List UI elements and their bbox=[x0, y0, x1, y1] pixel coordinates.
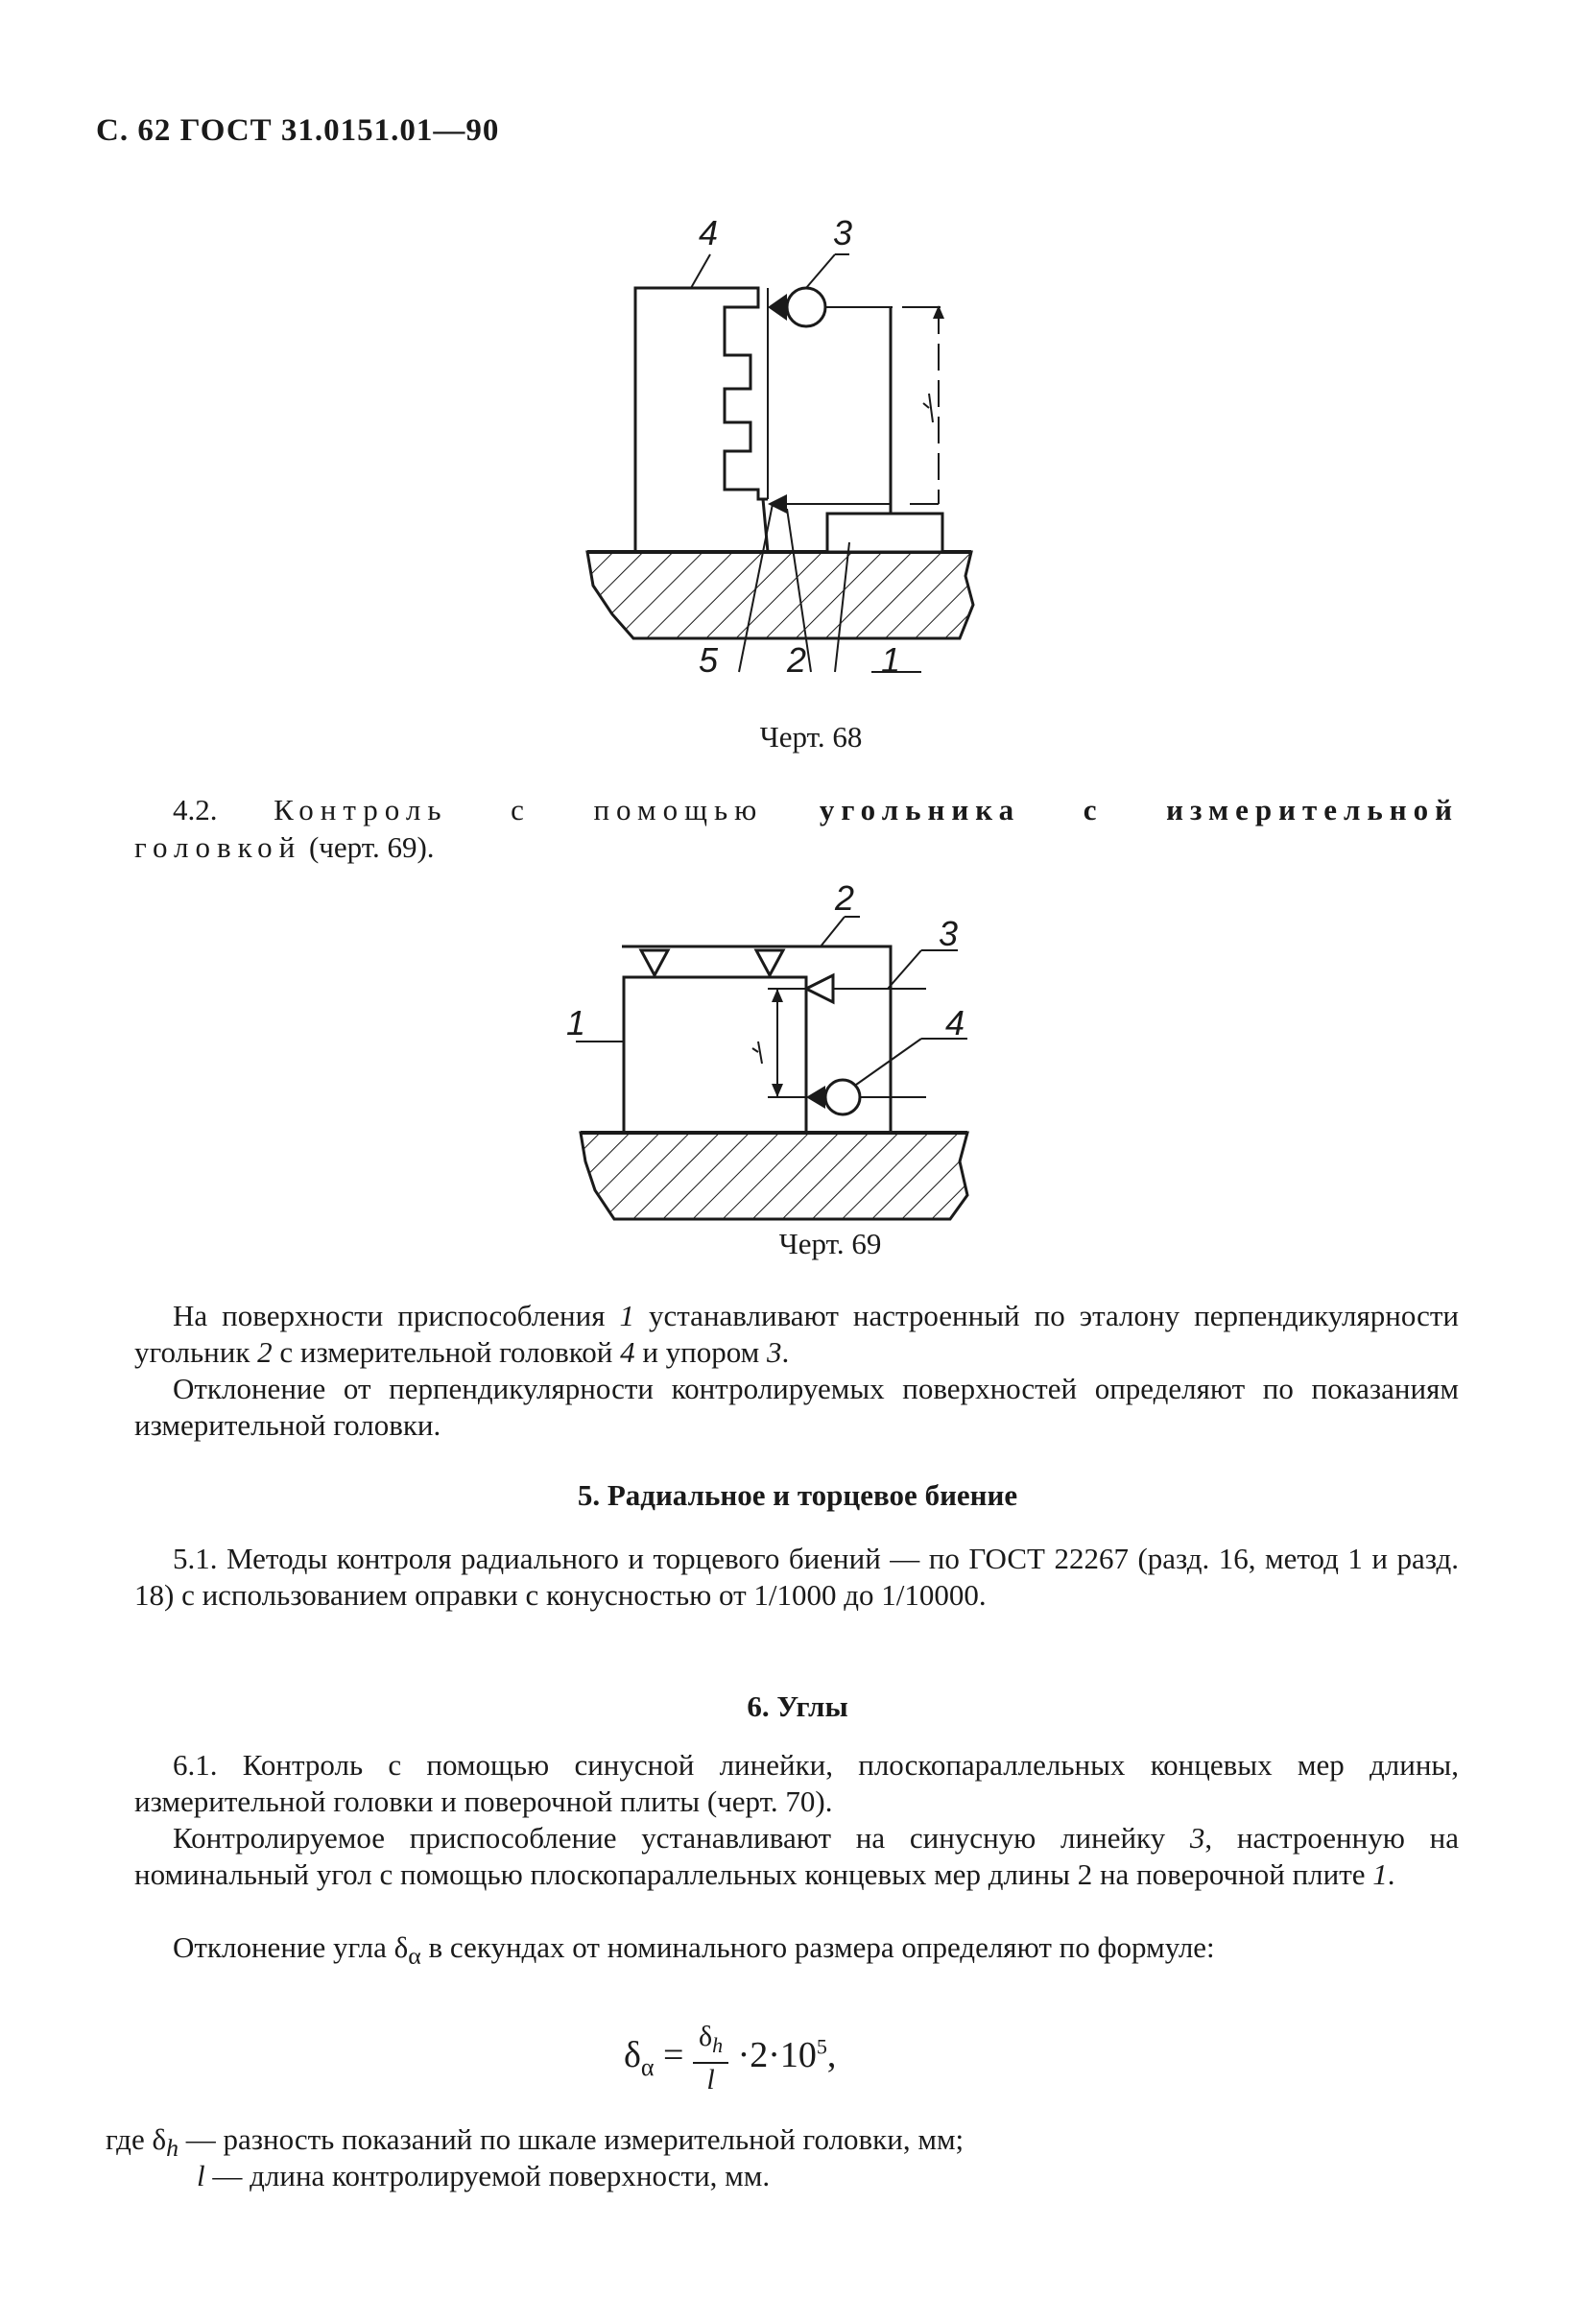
label-4-fig69: 4 bbox=[945, 1003, 965, 1042]
paragraph-6-1: 6.1. Контроль с помощью синусной линейки, плоскопараллельных концевых мер длины, измерительной головки и поверочной плиты (черт. 70). bbox=[134, 1748, 1459, 1818]
where-2-symbol: l bbox=[197, 2159, 205, 2192]
para1-text-c: с измерительной головкой bbox=[272, 1335, 621, 1369]
where-1-sub: h bbox=[166, 2134, 179, 2163]
para6-2-num-3: 3 bbox=[1189, 1821, 1205, 1855]
formula-fraction bbox=[693, 2021, 728, 2096]
para6-2-num-1: 1 bbox=[1372, 1857, 1388, 1891]
label-3-fig68: 3 bbox=[833, 213, 853, 252]
section-4-2-num: 4.2. bbox=[173, 793, 218, 826]
paragraph-5-1: 5.1. Методы контроля радиального и торцевого биений — по ГОСТ 22267 (разд. 16, метод 1 и разд. 18) с использованием оправки с конусностью от 1/1000 до 1/10000. bbox=[134, 1542, 1459, 1612]
caption-fig68: Черт. 68 bbox=[759, 720, 863, 754]
paragraph-deviation: Отклонение от перпендикулярности контролируемых поверхностей определяют по показаниям измерительной головки. bbox=[134, 1372, 1459, 1442]
para1-num-2: 2 bbox=[257, 1335, 273, 1369]
where-1-text: — разность показаний по шкале измерительной головки, мм; bbox=[178, 2122, 965, 2156]
para1-text-b: устанавливают настроенный по эталону перпендикулярности угольник bbox=[134, 1299, 1459, 1369]
formula-angle-deviation bbox=[624, 2021, 836, 2096]
para6-3-text-b: в секундах от номинального размера определяют по формуле: bbox=[420, 1930, 1215, 1964]
label-2-fig68: 2 bbox=[787, 640, 807, 680]
para6-2-text-a: Контролируемое приспособление устанавливают на синусную линейку bbox=[173, 1821, 1190, 1855]
label-1-fig69: 1 bbox=[566, 1003, 586, 1042]
para6-3-text-a: Отклонение угла δ bbox=[173, 1930, 409, 1964]
label-2-fig69: 2 bbox=[835, 878, 855, 918]
section-4-2-spaced1: Контроль с помощью bbox=[274, 793, 764, 826]
page-header: С. 62 ГОСТ 31.0151.01—90 bbox=[96, 113, 500, 148]
section-4-2-bold: угольника с измерительной bbox=[819, 793, 1460, 826]
formula-num-delta: δ bbox=[698, 2021, 713, 2052]
formula-numerator bbox=[693, 2021, 728, 2064]
para1-text-d: и упором bbox=[634, 1335, 768, 1369]
formula-equals: = bbox=[654, 2035, 693, 2076]
formula-comma: , bbox=[826, 2035, 837, 2076]
paragraph-fixture bbox=[134, 1298, 1459, 1371]
para1-num-3: 3 bbox=[767, 1335, 782, 1369]
paragraph-6-3 bbox=[134, 1929, 1459, 1975]
stop-3-69 bbox=[806, 975, 833, 1002]
label-4-fig68: 4 bbox=[699, 213, 719, 252]
formula-exponent: 5 bbox=[816, 2034, 827, 2059]
section-4-2-tail: (черт. 69). bbox=[308, 830, 435, 864]
label-3-fig69: 3 bbox=[939, 914, 959, 953]
base-plate-69 bbox=[581, 1133, 967, 1219]
caption-fig69: Черт. 69 bbox=[778, 1227, 882, 1260]
where-2-text: — длина контролируемой поверхности, мм. bbox=[204, 2159, 771, 2192]
measuring-head-4-69 bbox=[825, 1080, 860, 1114]
label-5-fig68: 5 bbox=[699, 640, 719, 680]
para1-num-4: 4 bbox=[620, 1335, 635, 1369]
para6-3-sub: α bbox=[408, 1942, 421, 1971]
paragraph-6-2 bbox=[134, 1820, 1459, 1893]
para6-2-text-b: , настроенную на номинальный угол с помощью плоскопараллельных концевых мер длины 2 на поверочной плите bbox=[134, 1821, 1459, 1891]
formula-num-sub: h bbox=[712, 2033, 724, 2057]
heading-section-6: 6. Углы bbox=[747, 1689, 848, 1723]
formula-denominator: l bbox=[706, 2064, 715, 2095]
where-line-2 bbox=[197, 2158, 1521, 2194]
heading-section-5: 5. Радиальное и торцевое биение bbox=[577, 1478, 1018, 1512]
formula-rhs: ·2·10 bbox=[728, 2035, 817, 2076]
para1-text-e: . bbox=[781, 1335, 790, 1369]
para1-num-1: 1 bbox=[619, 1299, 634, 1332]
formula-lhs-sub: α bbox=[640, 2052, 655, 2081]
para1-text-a: На поверхности приспособления bbox=[173, 1299, 620, 1332]
where-1-prefix: где δ bbox=[106, 2122, 167, 2156]
formula-lhs: δ bbox=[624, 2035, 641, 2076]
section-4-2-spaced2: головкой bbox=[134, 830, 302, 864]
label-1-fig68: 1 bbox=[881, 640, 901, 680]
para6-2-text-c: . bbox=[1387, 1857, 1395, 1891]
